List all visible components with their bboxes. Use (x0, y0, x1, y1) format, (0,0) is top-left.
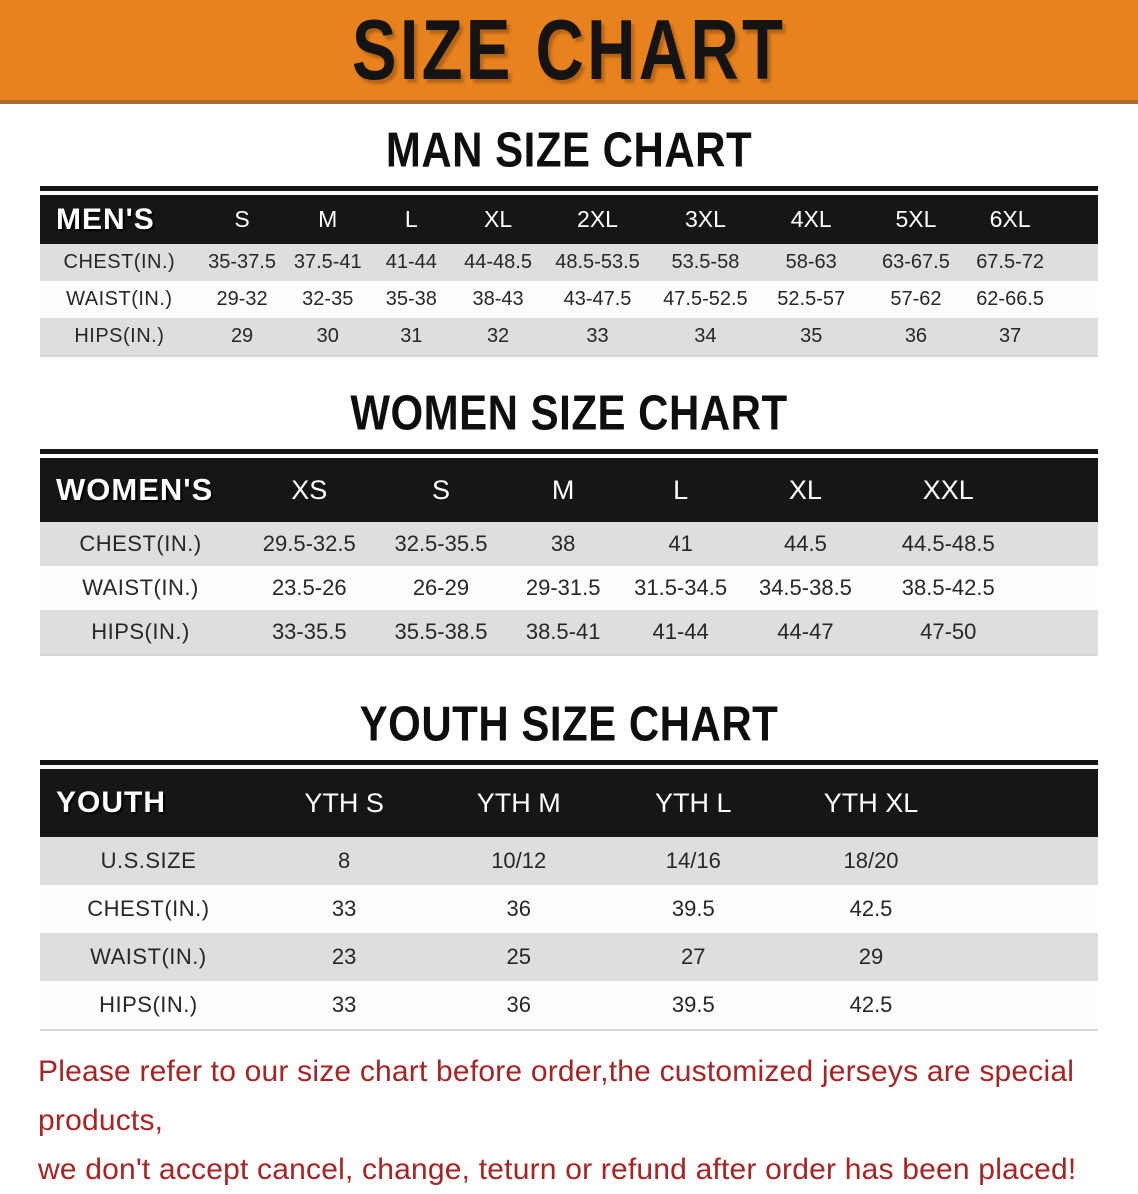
row-label: HIPS(IN.) (91, 619, 190, 644)
table-row (40, 933, 1098, 981)
size-value: 31.5-34.5 (634, 575, 728, 600)
size-value: 26-29 (412, 575, 470, 600)
row-label: HIPS(IN.) (74, 325, 165, 347)
men-col-header: L (370, 195, 453, 244)
women-col-header: L (622, 458, 739, 522)
size-value: 37 (998, 325, 1022, 347)
row-label: HIPS(IN.) (99, 992, 198, 1017)
size-value: 34 (694, 325, 717, 347)
size-value: 34.5-38.5 (758, 575, 852, 600)
men-col-header: XL (453, 195, 544, 244)
women-col-header: XXL (872, 458, 1098, 522)
size-value: 41-44 (652, 619, 709, 644)
size-value: 29-32 (216, 288, 268, 310)
size-value: 33-35.5 (271, 619, 347, 644)
size-value: 38.5-41 (525, 619, 601, 644)
size-value: 62-66.5 (976, 288, 1045, 310)
size-value: 58-63 (785, 251, 837, 273)
size-value: 63-67.5 (882, 251, 950, 273)
table-row (40, 318, 1098, 355)
men-size-table (40, 195, 1098, 355)
size-value: 32-35 (302, 288, 354, 310)
size-value: 37.5-41 (293, 251, 362, 273)
men-col-header: 2XL (544, 195, 652, 244)
women-size-table-wrap (40, 449, 1098, 656)
row-label: WAIST(IN.) (82, 575, 199, 600)
size-value: 18/20 (843, 848, 899, 873)
size-value: 53.5-58 (671, 251, 740, 273)
size-value: 57-62 (890, 288, 942, 310)
men-col-header: M (285, 195, 370, 244)
size-value: 30 (316, 325, 339, 347)
size-value: 44-48.5 (464, 251, 532, 273)
row-label: WAIST(IN.) (90, 944, 207, 969)
table-row (40, 885, 1098, 933)
row-label: CHEST(IN.) (87, 896, 210, 921)
size-value: 38 (550, 531, 576, 556)
size-value: 23.5-26 (271, 575, 347, 600)
men-section-heading: MAN SIZE CHART (385, 121, 753, 178)
size-value: 29 (230, 325, 254, 347)
table-row (40, 522, 1098, 566)
table-row (40, 244, 1098, 281)
men-header-row (40, 195, 1098, 244)
men-col-header: 3XL (651, 195, 759, 244)
size-value: 33 (331, 992, 357, 1017)
size-value: 44.5 (784, 531, 827, 556)
size-value: 31 (400, 325, 423, 347)
youth-col-header: YTH XL (781, 769, 1098, 837)
size-value: 39.5 (671, 896, 715, 921)
youth-group-label: YOUTH (40, 769, 257, 837)
size-value: 47.5-52.5 (663, 288, 748, 310)
table-row (40, 837, 1098, 885)
size-value: 32 (486, 325, 510, 347)
row-label: WAIST(IN.) (66, 288, 173, 310)
banner (0, 0, 1138, 104)
size-value: 41 (668, 531, 693, 556)
row-label: CHEST(IN.) (63, 251, 176, 273)
size-value: 29 (858, 944, 884, 969)
youth-header-row (40, 769, 1098, 837)
size-value: 43-47.5 (563, 288, 632, 310)
row-label: U.S.SIZE (100, 848, 197, 873)
youth-col-header: YTH S (257, 769, 432, 837)
table-row (40, 610, 1098, 654)
youth-size-table (40, 769, 1098, 1029)
table-row (40, 566, 1098, 610)
youth-section-heading: YOUTH SIZE CHART (359, 695, 779, 752)
women-header-row (40, 458, 1098, 522)
women-col-header: XL (739, 458, 871, 522)
disclaimer-line-1: Please refer to our size chart before order,the customized jerseys are special products, (38, 1055, 1075, 1137)
size-value: 36 (904, 325, 928, 347)
men-col-header: S (199, 195, 286, 244)
men-col-header: 4XL (759, 195, 863, 244)
size-value: 39.5 (671, 992, 715, 1017)
men-col-header: 6XL (969, 195, 1098, 244)
row-label: CHEST(IN.) (79, 531, 202, 556)
women-col-header: S (377, 458, 504, 522)
size-value: 8 (338, 848, 351, 873)
size-value: 47-50 (920, 619, 977, 644)
size-value: 33 (331, 896, 357, 921)
size-value: 29.5-32.5 (262, 531, 356, 556)
size-value: 42.5 (849, 896, 893, 921)
size-value: 29-31.5 (525, 575, 601, 600)
women-section-heading: WOMEN SIZE CHART (350, 384, 788, 441)
size-value: 52.5-57 (777, 288, 846, 310)
size-value: 10/12 (491, 848, 547, 873)
table-row (40, 981, 1098, 1029)
size-value: 32.5-35.5 (394, 531, 488, 556)
size-value: 36 (506, 992, 531, 1017)
size-value: 41-44 (385, 251, 437, 273)
size-value: 33 (586, 325, 609, 347)
size-value: 27 (681, 944, 706, 969)
disclaimer-line-2: we don't accept cancel, change, teturn or refund after order has been placed! (38, 1153, 1077, 1186)
size-value: 67.5-72 (976, 251, 1045, 273)
men-col-header: 5XL (863, 195, 969, 244)
youth-size-table-wrap (40, 760, 1098, 1031)
disclaimer (38, 1047, 1114, 1194)
size-value: 36 (506, 896, 531, 921)
size-value: 42.5 (849, 992, 893, 1017)
women-col-header: M (504, 458, 621, 522)
size-value: 23 (331, 944, 357, 969)
women-size-table (40, 458, 1098, 654)
size-value: 44-47 (777, 619, 834, 644)
size-value: 38.5-42.5 (901, 575, 995, 600)
youth-col-header: YTH L (606, 769, 781, 837)
table-row (40, 281, 1098, 318)
women-group-label: WOMEN'S (40, 458, 241, 522)
size-value: 44.5-48.5 (901, 531, 995, 556)
women-col-header: XS (241, 458, 377, 522)
size-value: 14/16 (665, 848, 721, 873)
size-value: 35 (800, 325, 823, 347)
size-value: 25 (506, 944, 531, 969)
page-title: SIZE CHART (351, 2, 787, 98)
size-value: 38-43 (472, 288, 524, 310)
size-value: 35.5-38.5 (394, 619, 488, 644)
size-value: 48.5-53.5 (555, 251, 640, 273)
men-group-label: MEN'S (40, 195, 199, 244)
men-size-table-wrap (40, 186, 1098, 357)
size-value: 35-37.5 (208, 251, 276, 273)
youth-col-header: YTH M (431, 769, 606, 837)
size-value: 35-38 (385, 288, 437, 310)
